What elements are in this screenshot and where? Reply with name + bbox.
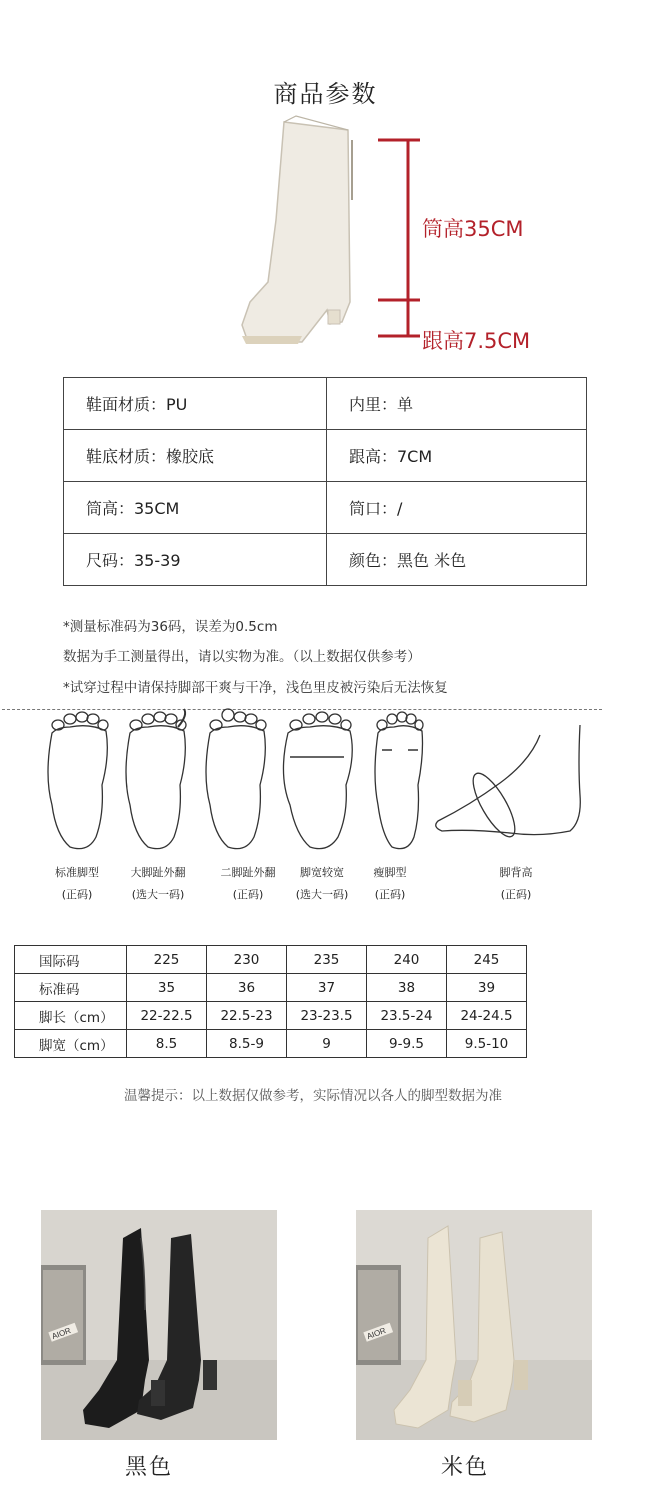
boot-illustration bbox=[242, 116, 352, 344]
table-cell: 8.5-9 bbox=[207, 1030, 287, 1058]
spec-opening: 筒口：/ bbox=[327, 482, 587, 534]
table-row bbox=[15, 1030, 527, 1058]
foot-second-toe-icon bbox=[206, 709, 266, 849]
black-boots-image bbox=[41, 1210, 277, 1440]
table-row bbox=[15, 946, 527, 974]
foot-type-high-instep: 脚背高 (正码) bbox=[499, 866, 533, 901]
table-cell: 235 bbox=[287, 946, 367, 974]
foot-slim-icon bbox=[375, 712, 423, 849]
table-cell: 9.5-10 bbox=[447, 1030, 527, 1058]
product-photo-beige bbox=[356, 1210, 592, 1440]
foot-shapes bbox=[30, 705, 610, 865]
shaft-height-label: 筒高35CM bbox=[422, 217, 524, 241]
beige-boots-image bbox=[356, 1210, 592, 1440]
logo-text: AIOR bbox=[365, 1325, 388, 1342]
row-header: 国际码 bbox=[15, 946, 127, 974]
table-cell: 22-22.5 bbox=[127, 1002, 207, 1030]
foot-type-standard: 标准脚型 (正码) bbox=[55, 866, 99, 901]
foot-bunion-icon bbox=[126, 709, 186, 849]
table-cell: 230 bbox=[207, 946, 287, 974]
table-cell: 35 bbox=[127, 974, 207, 1002]
spec-shaft-height: 筒高：35CM bbox=[64, 482, 327, 534]
foot-wide-icon bbox=[283, 712, 352, 849]
table-cell: 37 bbox=[287, 974, 367, 1002]
table-cell: 9 bbox=[287, 1030, 367, 1058]
row-header: 脚宽（cm） bbox=[15, 1030, 127, 1058]
table-cell: 24-24.5 bbox=[447, 1002, 527, 1030]
spec-size: 尺码：35-39 bbox=[64, 534, 327, 586]
table-cell: 240 bbox=[367, 946, 447, 974]
table-cell: 9-9.5 bbox=[367, 1030, 447, 1058]
size-table bbox=[14, 945, 527, 1058]
table-cell: 23-23.5 bbox=[287, 1002, 367, 1030]
heel-height-label: 跟高7.5CM bbox=[422, 329, 531, 353]
page-title: 商品参数 bbox=[273, 80, 378, 108]
heel-height-line bbox=[378, 300, 420, 336]
table-cell: 38 bbox=[367, 974, 447, 1002]
table-cell: 22.5-23 bbox=[207, 1002, 287, 1030]
spec-row bbox=[64, 534, 587, 586]
row-header: 标准码 bbox=[15, 974, 127, 1002]
table-cell: 36 bbox=[207, 974, 287, 1002]
spec-row bbox=[64, 378, 587, 430]
spec-upper-material: 鞋面材质：PU bbox=[64, 378, 327, 430]
spec-heel-height: 跟高：7CM bbox=[327, 430, 587, 482]
row-header: 脚长（cm） bbox=[15, 1002, 127, 1030]
shaft-height-line bbox=[378, 140, 420, 300]
table-cell: 8.5 bbox=[127, 1030, 207, 1058]
spec-lining: 内里：单 bbox=[327, 378, 587, 430]
table-cell: 23.5-24 bbox=[367, 1002, 447, 1030]
color-name-black: 黑色 bbox=[124, 1455, 173, 1480]
foot-type-second-toe: 二脚趾外翻 (正码) bbox=[220, 866, 276, 901]
foot-type-wide: 脚宽较宽 (选大一码) bbox=[295, 866, 349, 901]
table-cell: 39 bbox=[447, 974, 527, 1002]
note-care: *试穿过程中请保持脚部干爽与干净，浅色里皮被污染后无法恢复 bbox=[63, 680, 448, 696]
foot-standard-icon bbox=[48, 712, 108, 849]
product-photo-black bbox=[41, 1210, 277, 1440]
table-row bbox=[15, 1002, 527, 1030]
spec-color: 颜色：黑色 米色 bbox=[327, 534, 587, 586]
spec-sole-material: 鞋底材质：橡胶底 bbox=[64, 430, 327, 482]
logo-text: AIOR bbox=[50, 1325, 73, 1342]
table-row bbox=[15, 974, 527, 1002]
color-name-beige: 米色 bbox=[440, 1455, 489, 1480]
foot-type-slim: 瘦脚型 (正码) bbox=[373, 866, 407, 901]
spec-table bbox=[63, 377, 587, 586]
foot-high-instep-icon bbox=[436, 725, 581, 842]
note-manual: 数据为手工测量得出，请以实物为准。（以上数据仅供参考） bbox=[63, 649, 421, 665]
spec-row bbox=[64, 482, 587, 534]
table-cell: 225 bbox=[127, 946, 207, 974]
foot-type-bunion: 大脚趾外翻 (选大一码) bbox=[130, 866, 186, 901]
spec-row bbox=[64, 430, 587, 482]
table-cell: 245 bbox=[447, 946, 527, 974]
note-measure: *测量标准码为36码，误差为0.5cm bbox=[63, 619, 278, 635]
tip-text: 温馨提示：以上数据仅做参考，实际情况以各人的脚型数据为准 bbox=[124, 1088, 502, 1104]
